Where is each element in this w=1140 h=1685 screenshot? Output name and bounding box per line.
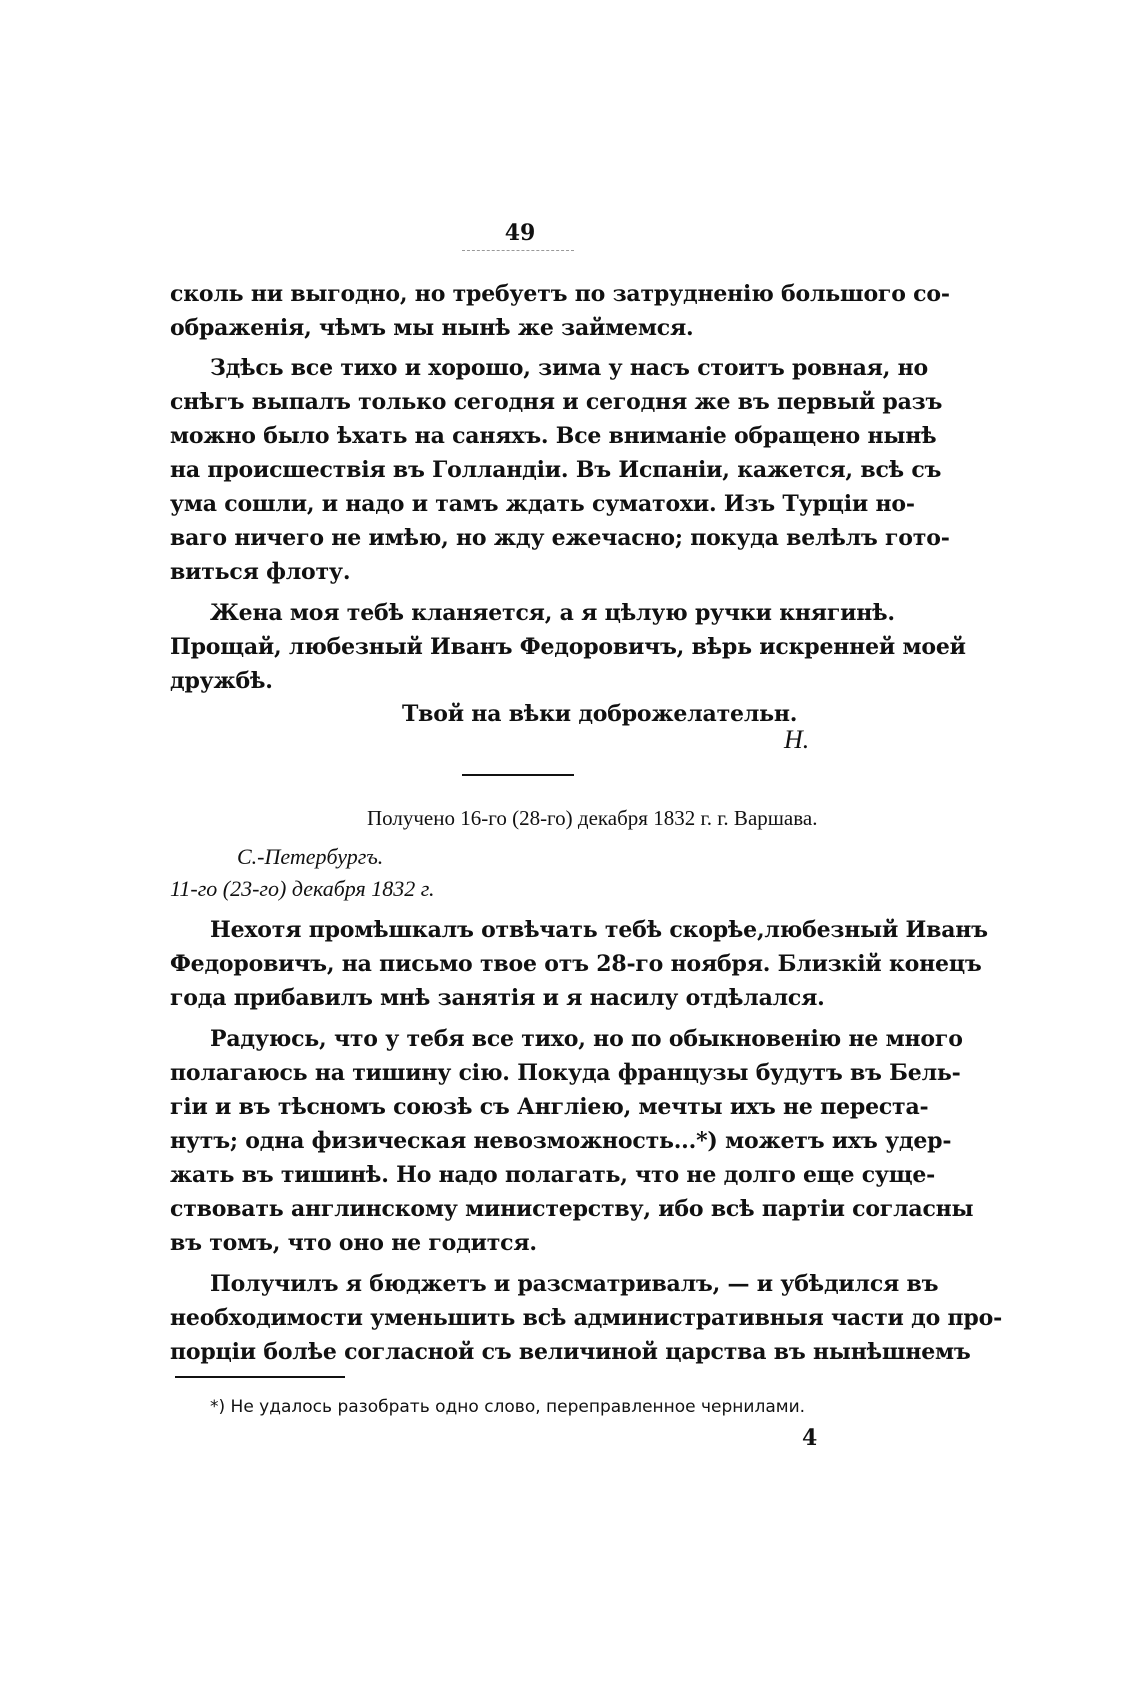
text-line: Здѣсь все тихо и хорошо, зима у насъ стоитъ ровная, но [210, 355, 929, 381]
letter-place: С.-Петербургъ. [237, 844, 384, 869]
page-number-rule [462, 250, 574, 251]
text-line: порціи болѣе согласной съ величиной царства въ нынѣшнемъ [170, 1339, 971, 1365]
text-line: Получилъ я бюджетъ и разсматривалъ, — и убѣдился въ [210, 1271, 939, 1297]
text-line: Радуюсь, что у тебя все тихо, но по обыкновенію не много [210, 1026, 963, 1052]
text-line: жать въ тишинѣ. Но надо полагать, что не долго еще суще- [170, 1162, 936, 1188]
text-line: года прибавилъ мнѣ занятія и я насилу отдѣлался. [170, 985, 825, 1011]
footnote: *) Не удалось разобрать одно слово, переправленное чернилами. [210, 1397, 806, 1417]
signature-mark: 4 [802, 1425, 818, 1451]
text-line: полагаюсь на тишину сію. Покуда французы будутъ въ Бель- [170, 1060, 961, 1086]
signature-initial: Н. [784, 725, 810, 754]
text-line: снѣгъ выпалъ только сегодня и сегодня же въ первый разъ [170, 389, 943, 415]
text-line: Жена моя тебѣ кланяется, а я цѣлую ручки княгинѣ. [210, 600, 895, 626]
section-divider [462, 774, 574, 776]
text-line: ума сошли, и надо и тамъ ждать суматохи. Изъ Турціи но- [170, 491, 915, 517]
text-line: Прощай, любезный Иванъ Федоровичъ, вѣрь искренней моей [170, 634, 966, 660]
text-line: ображенія, чѣмъ мы нынѣ же займемся. [170, 315, 694, 341]
text-line: гіи и въ тѣсномъ союзѣ съ Англіею, мечты ихъ не переста- [170, 1094, 929, 1120]
footnote-rule [175, 1376, 345, 1378]
text-line: можно было ѣхать на саняхъ. Все вниманіе обращено нынѣ [170, 423, 937, 449]
closing-line: Твой на вѣки доброжелательн. [402, 701, 798, 727]
text-line: виться флоту. [170, 559, 351, 585]
text-line: нутъ; одна физическая невозможность...*) можетъ ихъ удер- [170, 1128, 952, 1154]
text-line: въ томъ, что оно не годится. [170, 1230, 537, 1256]
received-note: Получено 16-го (28-го) декабря 1832 г. г. Варшава. [367, 806, 818, 830]
page-number: 49 [504, 220, 536, 246]
text-line: Федоровичъ, на письмо твое отъ 28-го ноября. Близкій конецъ [170, 951, 982, 977]
text-line: дружбѣ. [170, 668, 273, 694]
letter-date: 11-го (23-го) декабря 1832 г. [170, 876, 435, 901]
text-line: необходимости уменьшить всѣ административныя части до про- [170, 1305, 1003, 1331]
text-line: сколь ни выгодно, но требуетъ по затрудненію большого со- [170, 281, 950, 307]
text-line: ваго ничего не имѣю, но жду ежечасно; покуда велѣлъ гото- [170, 525, 950, 551]
text-line: на происшествія въ Голландіи. Въ Испаніи, кажется, всѣ съ [170, 457, 942, 483]
text-line: Нехотя промѣшкалъ отвѣчать тебѣ скорѣе,любезный Иванъ [210, 917, 988, 943]
text-line: ствовать англинскому министерству, ибо всѣ партіи согласны [170, 1196, 974, 1222]
